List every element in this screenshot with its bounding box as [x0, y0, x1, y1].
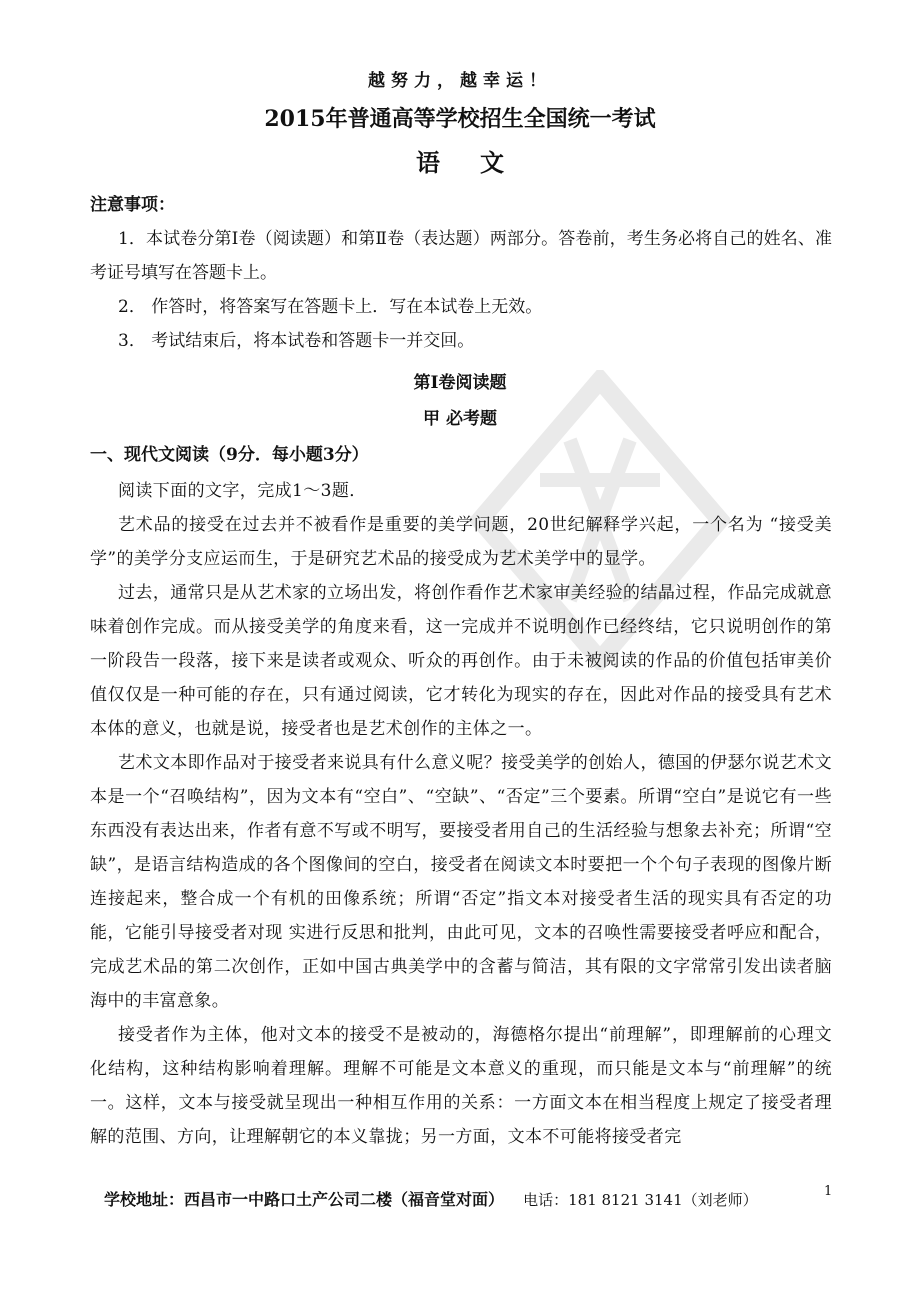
notice-item: 2． 作答时，将答案写在答题卡上．写在本试卷上无效。: [118, 297, 543, 317]
notice-item: 3． 考试结束后，将本试卷和答题卡一并交回。: [118, 331, 475, 351]
subject-title: 语文: [416, 148, 544, 177]
section-heading: 一、现代文阅读（9分．每小题3分）: [90, 445, 369, 465]
instruction: 阅读下面的文字，完成1～3题．: [118, 481, 367, 501]
page-number: 1: [824, 1184, 833, 1199]
notice-item: 1．本试卷分第Ⅰ卷（阅读题）和第Ⅱ卷（表达题）两部分。答卷前，考生务必将自己的姓名、准考证号填写在答题卡上。: [90, 229, 832, 283]
notice-heading: 注意事项：: [90, 195, 175, 215]
passage-paragraph: 过去，通常只是从艺术家的立场出发，将创作看作艺术家审美经验的结晶过程，作品完成就意味着创作完成。而从接受美学的角度来看，这一完成并不说明创作已经终结，它只说明创作的第一阶段告一段落，接下来是读者或观众、听众的再创作。由于未被阅读的作品的价值包括审美价值仅仅是一种可能的存在，只有通过阅读，它才转化为现实的存在，因此对作品的接受具有艺术本体的意义，也就是说，接受者也是艺术创作的主体之一。: [90, 583, 832, 739]
contact-phone: 电话：181 8121 3141（刘老师）: [523, 1191, 758, 1209]
reading-passage: [90, 474, 832, 1154]
part-subtitle: 甲 必考题: [423, 409, 497, 429]
part-title: 第Ⅰ卷阅读题: [413, 373, 507, 393]
passage-paragraph: 艺术文本即作品对于接受者来说具有什么意义呢？接受美学的创始人，德国的伊瑟尔说艺术文本是一个“召唤结构”，因为文本有“空白”、“空缺”、“否定”三个要素。所谓“空白”是说它有一些东西没有表达出来，作者有意不写或不明写，要接受者用自己的生活经验与想象去补充；所谓“空缺”，是语言结构造成的各个图像间的空白，接受者在阅读文本时要把一个个句子表现的图像片断连接起来，整合成一个有机的田像系统；所谓“否定”指文本对接受者生活的现实具有否定的功能，它能引导接受者对现 实进行反思和批判，由此可见，文本的召唤性需要接受者呼应和配合，完成艺术品的第二次创作，正如中国古典美学中的含蓄与简洁，其有限的文字常常引发出读者脑海中的丰富意象。: [90, 753, 832, 1011]
footer: [104, 1187, 844, 1210]
passage-paragraph: 艺术品的接受在过去并不被看作是重要的美学问题，20世纪解释学兴起，一个名为 “接受美学”的美学分支应运而生，于是研究艺术品的接受成为艺术美学中的显学。: [90, 515, 832, 569]
motto: 越努力，越幸运！: [368, 71, 552, 91]
exam-title: 2015年普通高等学校招生全国统一考试: [264, 106, 656, 132]
passage-paragraph: 接受者作为主体，他对文本的接受不是被动的，海德格尔提出“前理解”，即理解前的心理文化结构，这种结构影响着理解。理解不可能是文本意义的重现，而只能是文本与“前理解”的统一。这样，文本与接受就呈现出一种相互作用的关系：一方面文本在相当程度上规定了接受者理解的范围、方向，让理解朝它的本义靠拢；另一方面，文本不可能将接受者完: [90, 1025, 832, 1147]
notice-list: [90, 222, 832, 358]
school-address: 学校地址：西昌市一中路口土产公司二楼（福音堂对面）: [104, 1190, 505, 1209]
